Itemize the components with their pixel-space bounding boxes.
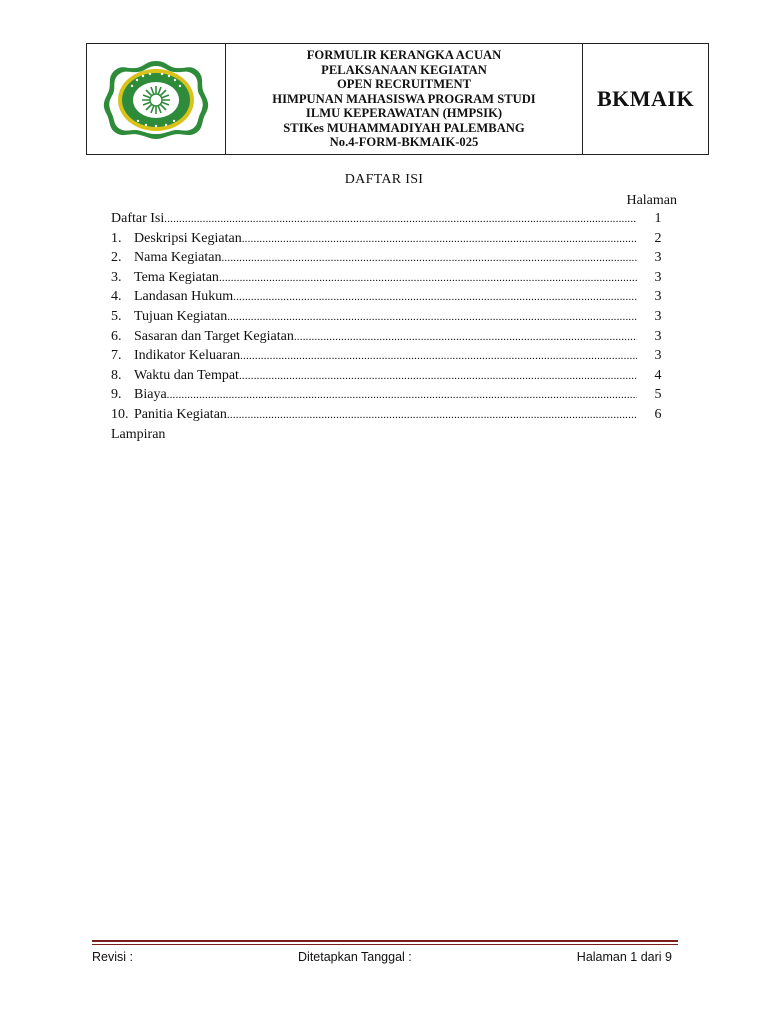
toc-item-page: 6 — [654, 406, 662, 422]
organization-code: BKMAIK — [596, 86, 695, 111]
toc-item-label: Nama Kegiatan — [134, 250, 222, 266]
page-footer — [92, 950, 672, 964]
toc-item-label: Indikator Keluaran — [134, 348, 241, 364]
toc-item-page: 2 — [654, 230, 662, 246]
form-number: No.4-FORM-BKMAIK-025 — [329, 135, 479, 150]
toc-item[interactable] — [111, 211, 677, 231]
title-line: PELAKSANAAN KEGIATAN — [321, 62, 487, 77]
form-header — [86, 43, 709, 155]
toc-item-page: 5 — [654, 387, 662, 403]
footer-rule — [92, 940, 678, 942]
toc-item-number: 4. — [111, 289, 122, 305]
title-line: HIMPUNAN MAHASISWA PROGRAM STUDI — [272, 91, 536, 106]
toc-item[interactable] — [111, 387, 677, 407]
toc-item-label: Biaya — [134, 387, 167, 403]
title-line: ILMU KEPERAWATAN (HMPSIK) — [305, 106, 503, 121]
toc-item-page: 1 — [654, 211, 662, 226]
toc-item[interactable] — [111, 289, 677, 309]
toc-item[interactable] — [111, 407, 677, 427]
toc-item-number: 10. — [111, 406, 129, 422]
toc-leader — [294, 331, 637, 343]
toc-title: DAFTAR ISI — [344, 172, 424, 187]
toc-item[interactable] — [111, 329, 677, 349]
toc-item-page: 3 — [654, 328, 662, 344]
toc-leader — [239, 370, 637, 382]
toc-item-label: Tema Kegiatan — [134, 269, 219, 285]
toc-leader — [167, 389, 637, 401]
footer-page-number: Halaman 1 dari 9 — [576, 950, 672, 964]
title-line: STIKes MUHAMMADIYAH PALEMBANG — [283, 120, 525, 135]
toc-item-number: 9. — [111, 387, 122, 403]
toc-item-label: Daftar Isi — [111, 211, 165, 226]
toc-item[interactable] — [111, 270, 677, 290]
toc-leader — [240, 350, 637, 362]
toc-leader — [219, 272, 637, 284]
toc-item[interactable] — [111, 250, 677, 270]
toc-leader — [233, 291, 637, 303]
toc-item-page: 3 — [654, 348, 662, 364]
title-line: FORMULIR KERANGKA ACUAN — [306, 47, 502, 62]
institution-seal-icon — [102, 58, 210, 140]
toc-item-page: 3 — [654, 308, 662, 324]
toc-leader — [227, 409, 637, 421]
toc-appendix[interactable] — [111, 427, 677, 447]
toc-item-label: Landasan Hukum — [134, 289, 234, 305]
toc-page-header: Halaman — [626, 193, 677, 208]
toc-item[interactable] — [111, 368, 677, 388]
toc-item-page: 4 — [654, 367, 662, 383]
toc-item-number: 2. — [111, 250, 122, 266]
toc-appendix-label: Lampiran — [111, 426, 166, 442]
toc-item-number: 5. — [111, 308, 122, 324]
toc-leader — [164, 213, 637, 225]
toc-item-label: Waktu dan Tempat — [134, 367, 239, 383]
form-title — [226, 44, 583, 154]
title-line: OPEN RECRUITMENT — [337, 77, 471, 92]
toc-leader — [242, 233, 637, 245]
footer-established-date: Ditetapkan Tanggal : — [298, 950, 412, 964]
toc-item-page: 3 — [654, 289, 662, 305]
toc-leader — [227, 311, 637, 323]
toc-item-number: 7. — [111, 348, 122, 364]
toc-leader — [221, 252, 637, 264]
footer-rule-thin — [92, 944, 678, 945]
toc-item-label: Deskripsi Kegiatan — [134, 230, 242, 246]
toc-item-label: Tujuan Kegiatan — [134, 308, 228, 324]
toc-item-number: 6. — [111, 328, 122, 344]
toc-item-page: 3 — [654, 250, 662, 266]
toc-item-number: 1. — [111, 230, 122, 246]
toc-item-label: Panitia Kegiatan — [134, 406, 227, 422]
toc-item[interactable] — [111, 231, 677, 251]
logo-cell — [87, 44, 226, 154]
toc-item-page: 3 — [654, 269, 662, 285]
table-of-contents — [111, 211, 677, 446]
footer-revision: Revisi : — [92, 950, 133, 964]
toc-item[interactable] — [111, 348, 677, 368]
toc-item-label: Sasaran dan Target Kegiatan — [134, 328, 294, 344]
toc-item-number: 3. — [111, 269, 122, 285]
toc-item[interactable] — [111, 309, 677, 329]
toc-item-number: 8. — [111, 367, 122, 383]
